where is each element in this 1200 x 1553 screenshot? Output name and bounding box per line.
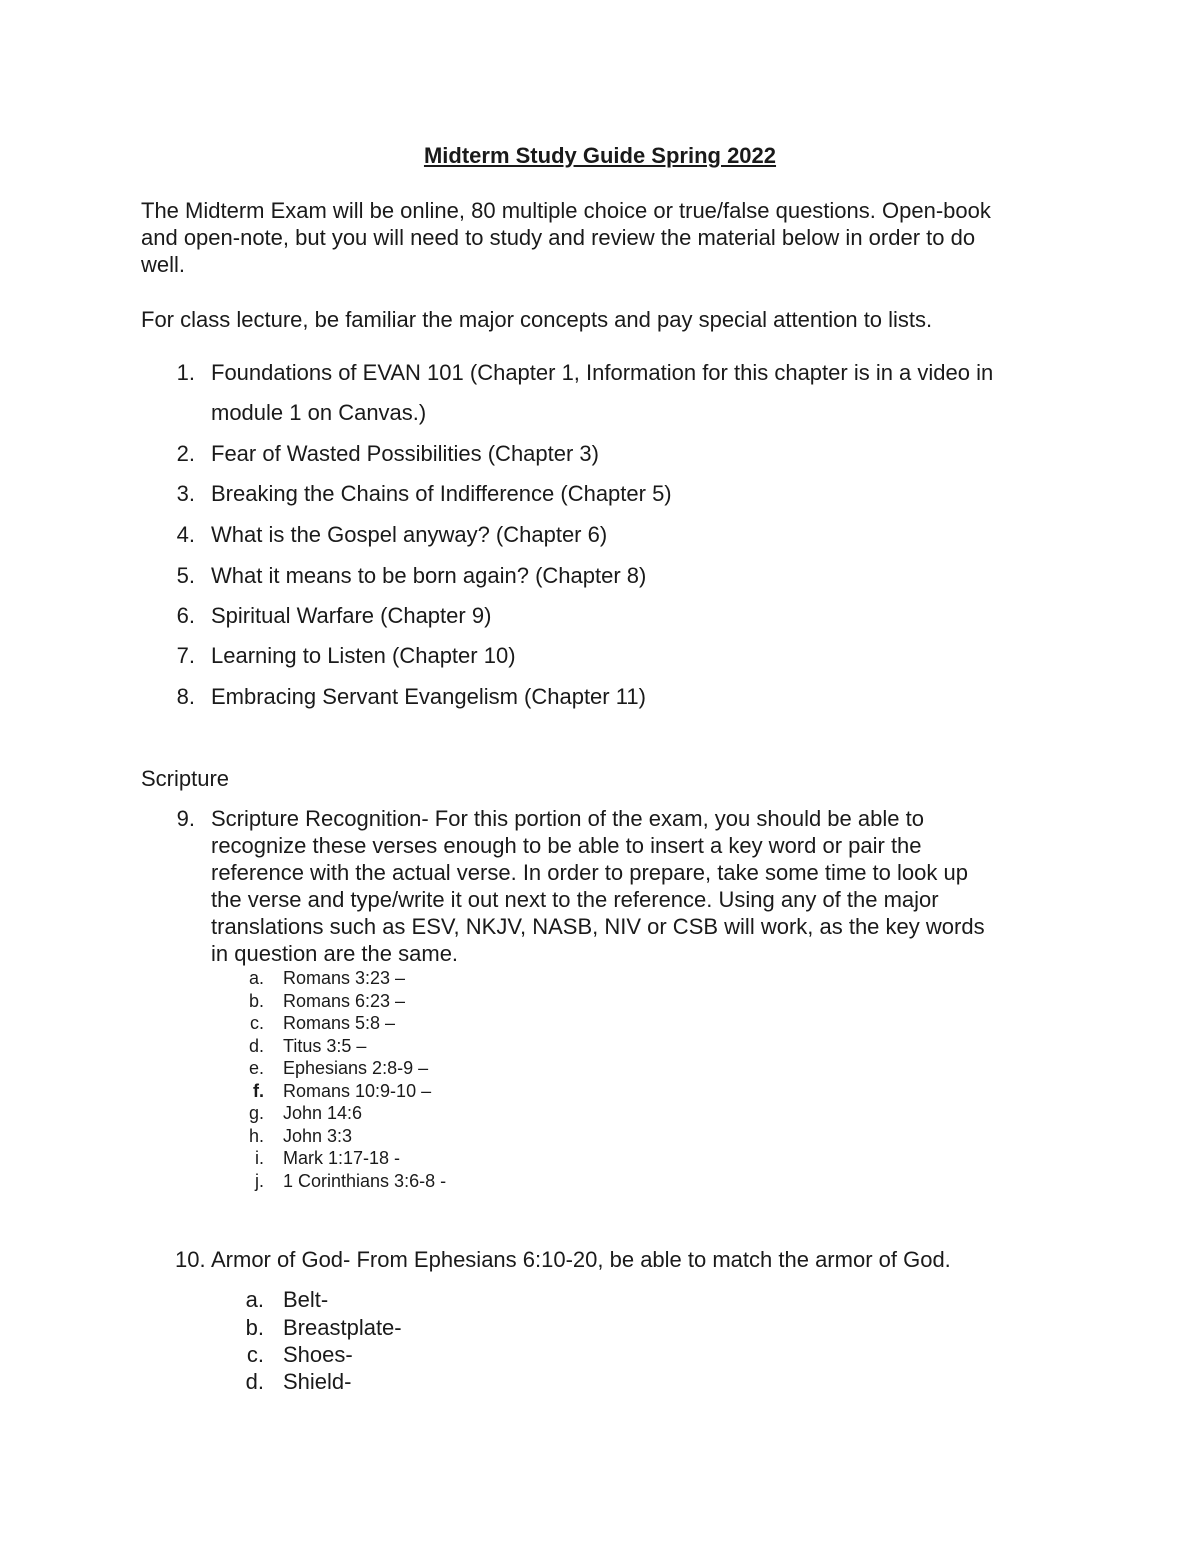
armor-letter: b.: [245, 1315, 264, 1340]
verse-letter: b.: [248, 991, 264, 1011]
intro-line-2: and open-note, but you will need to study and review the material below in order to do: [141, 225, 976, 250]
item9-line: in question are the same.: [211, 941, 459, 966]
armor-item: Shoes-: [283, 1342, 353, 1367]
armor-item: Belt-: [283, 1287, 329, 1312]
armor-letter: a.: [245, 1287, 264, 1312]
armor-item: Shield-: [283, 1369, 352, 1394]
item9-line: recognize these verses enough to be able to insert a key word or pair the: [211, 833, 922, 858]
verse-letter: j.: [255, 1171, 264, 1191]
item9-line: the verse and type/write it out next to the reference. Using any of the major: [211, 887, 939, 912]
verse-letter: f.: [253, 1081, 264, 1101]
verse-letter: i.: [255, 1148, 264, 1168]
list-number: 10.: [175, 1247, 206, 1272]
item10-text: Armor of God- From Ephesians 6:10-20, be able to match the armor of God.: [211, 1247, 951, 1272]
intro-line-3: well.: [141, 252, 186, 277]
item9-line: Scripture Recognition- For this portion of the exam, you should be able to: [211, 806, 924, 831]
list-number: 6.: [176, 603, 195, 628]
verse-reference: John 3:3: [283, 1126, 353, 1146]
list-item: Embracing Servant Evangelism (Chapter 11): [211, 684, 646, 709]
list-item: Fear of Wasted Possibilities (Chapter 3): [211, 441, 599, 466]
list-item: Breaking the Chains of Indifference (Chapter 5): [211, 481, 672, 506]
armor-item: Breastplate-: [283, 1315, 402, 1340]
list-number: 1.: [176, 360, 195, 385]
list-item: What it means to be born again? (Chapter 8): [211, 563, 647, 588]
intro-line-1: The Midterm Exam will be online, 80 multiple choice or true/false questions. Open-book: [141, 198, 991, 223]
list-item: What is the Gospel anyway? (Chapter 6): [211, 522, 608, 547]
armor-letter: c.: [246, 1342, 264, 1367]
list-number: 7.: [176, 643, 195, 668]
verse-letter: c.: [249, 1013, 264, 1033]
verse-reference: Ephesians 2:8-9 –: [283, 1058, 429, 1078]
list-number: 3.: [176, 481, 195, 506]
page-title: Midterm Study Guide Spring 2022: [423, 143, 777, 168]
list-number: 5.: [176, 563, 195, 588]
armor-letter: d.: [245, 1369, 264, 1394]
list-number: 4.: [176, 522, 195, 547]
verse-letter: a.: [248, 968, 264, 988]
list-item: Spiritual Warfare (Chapter 9): [211, 603, 492, 628]
verse-reference: Titus 3:5 –: [283, 1036, 367, 1056]
list-number: 9.: [176, 806, 195, 831]
verse-reference: Mark 1:17-18 -: [283, 1148, 401, 1168]
verse-letter: d.: [248, 1036, 264, 1056]
item9-line: reference with the actual verse. In order to prepare, take some time to look up: [211, 860, 968, 885]
list-item: Learning to Listen (Chapter 10): [211, 643, 516, 668]
verse-reference: Romans 10:9-10 –: [283, 1081, 432, 1101]
verse-letter: h.: [248, 1126, 264, 1146]
lecture-note: For class lecture, be familiar the major concepts and pay special attention to lists.: [141, 307, 933, 332]
list-item-continuation: module 1 on Canvas.): [211, 400, 427, 425]
list-number: 2.: [176, 441, 195, 466]
verse-letter: g.: [248, 1103, 264, 1123]
verse-reference: John 14:6: [283, 1103, 363, 1123]
verse-letter: e.: [248, 1058, 264, 1078]
list-item: Foundations of EVAN 101 (Chapter 1, Information for this chapter is in a video in: [211, 360, 994, 385]
verse-reference: Romans 6:23 –: [283, 991, 406, 1011]
item9-line: translations such as ESV, NKJV, NASB, NIV or CSB will work, as the key words: [211, 914, 985, 939]
verse-reference: 1 Corinthians 3:6-8 -: [283, 1171, 447, 1191]
verse-reference: Romans 5:8 –: [283, 1013, 396, 1033]
list-number: 8.: [176, 684, 195, 709]
scripture-heading: Scripture: [141, 766, 230, 791]
verse-reference: Romans 3:23 –: [283, 968, 406, 988]
